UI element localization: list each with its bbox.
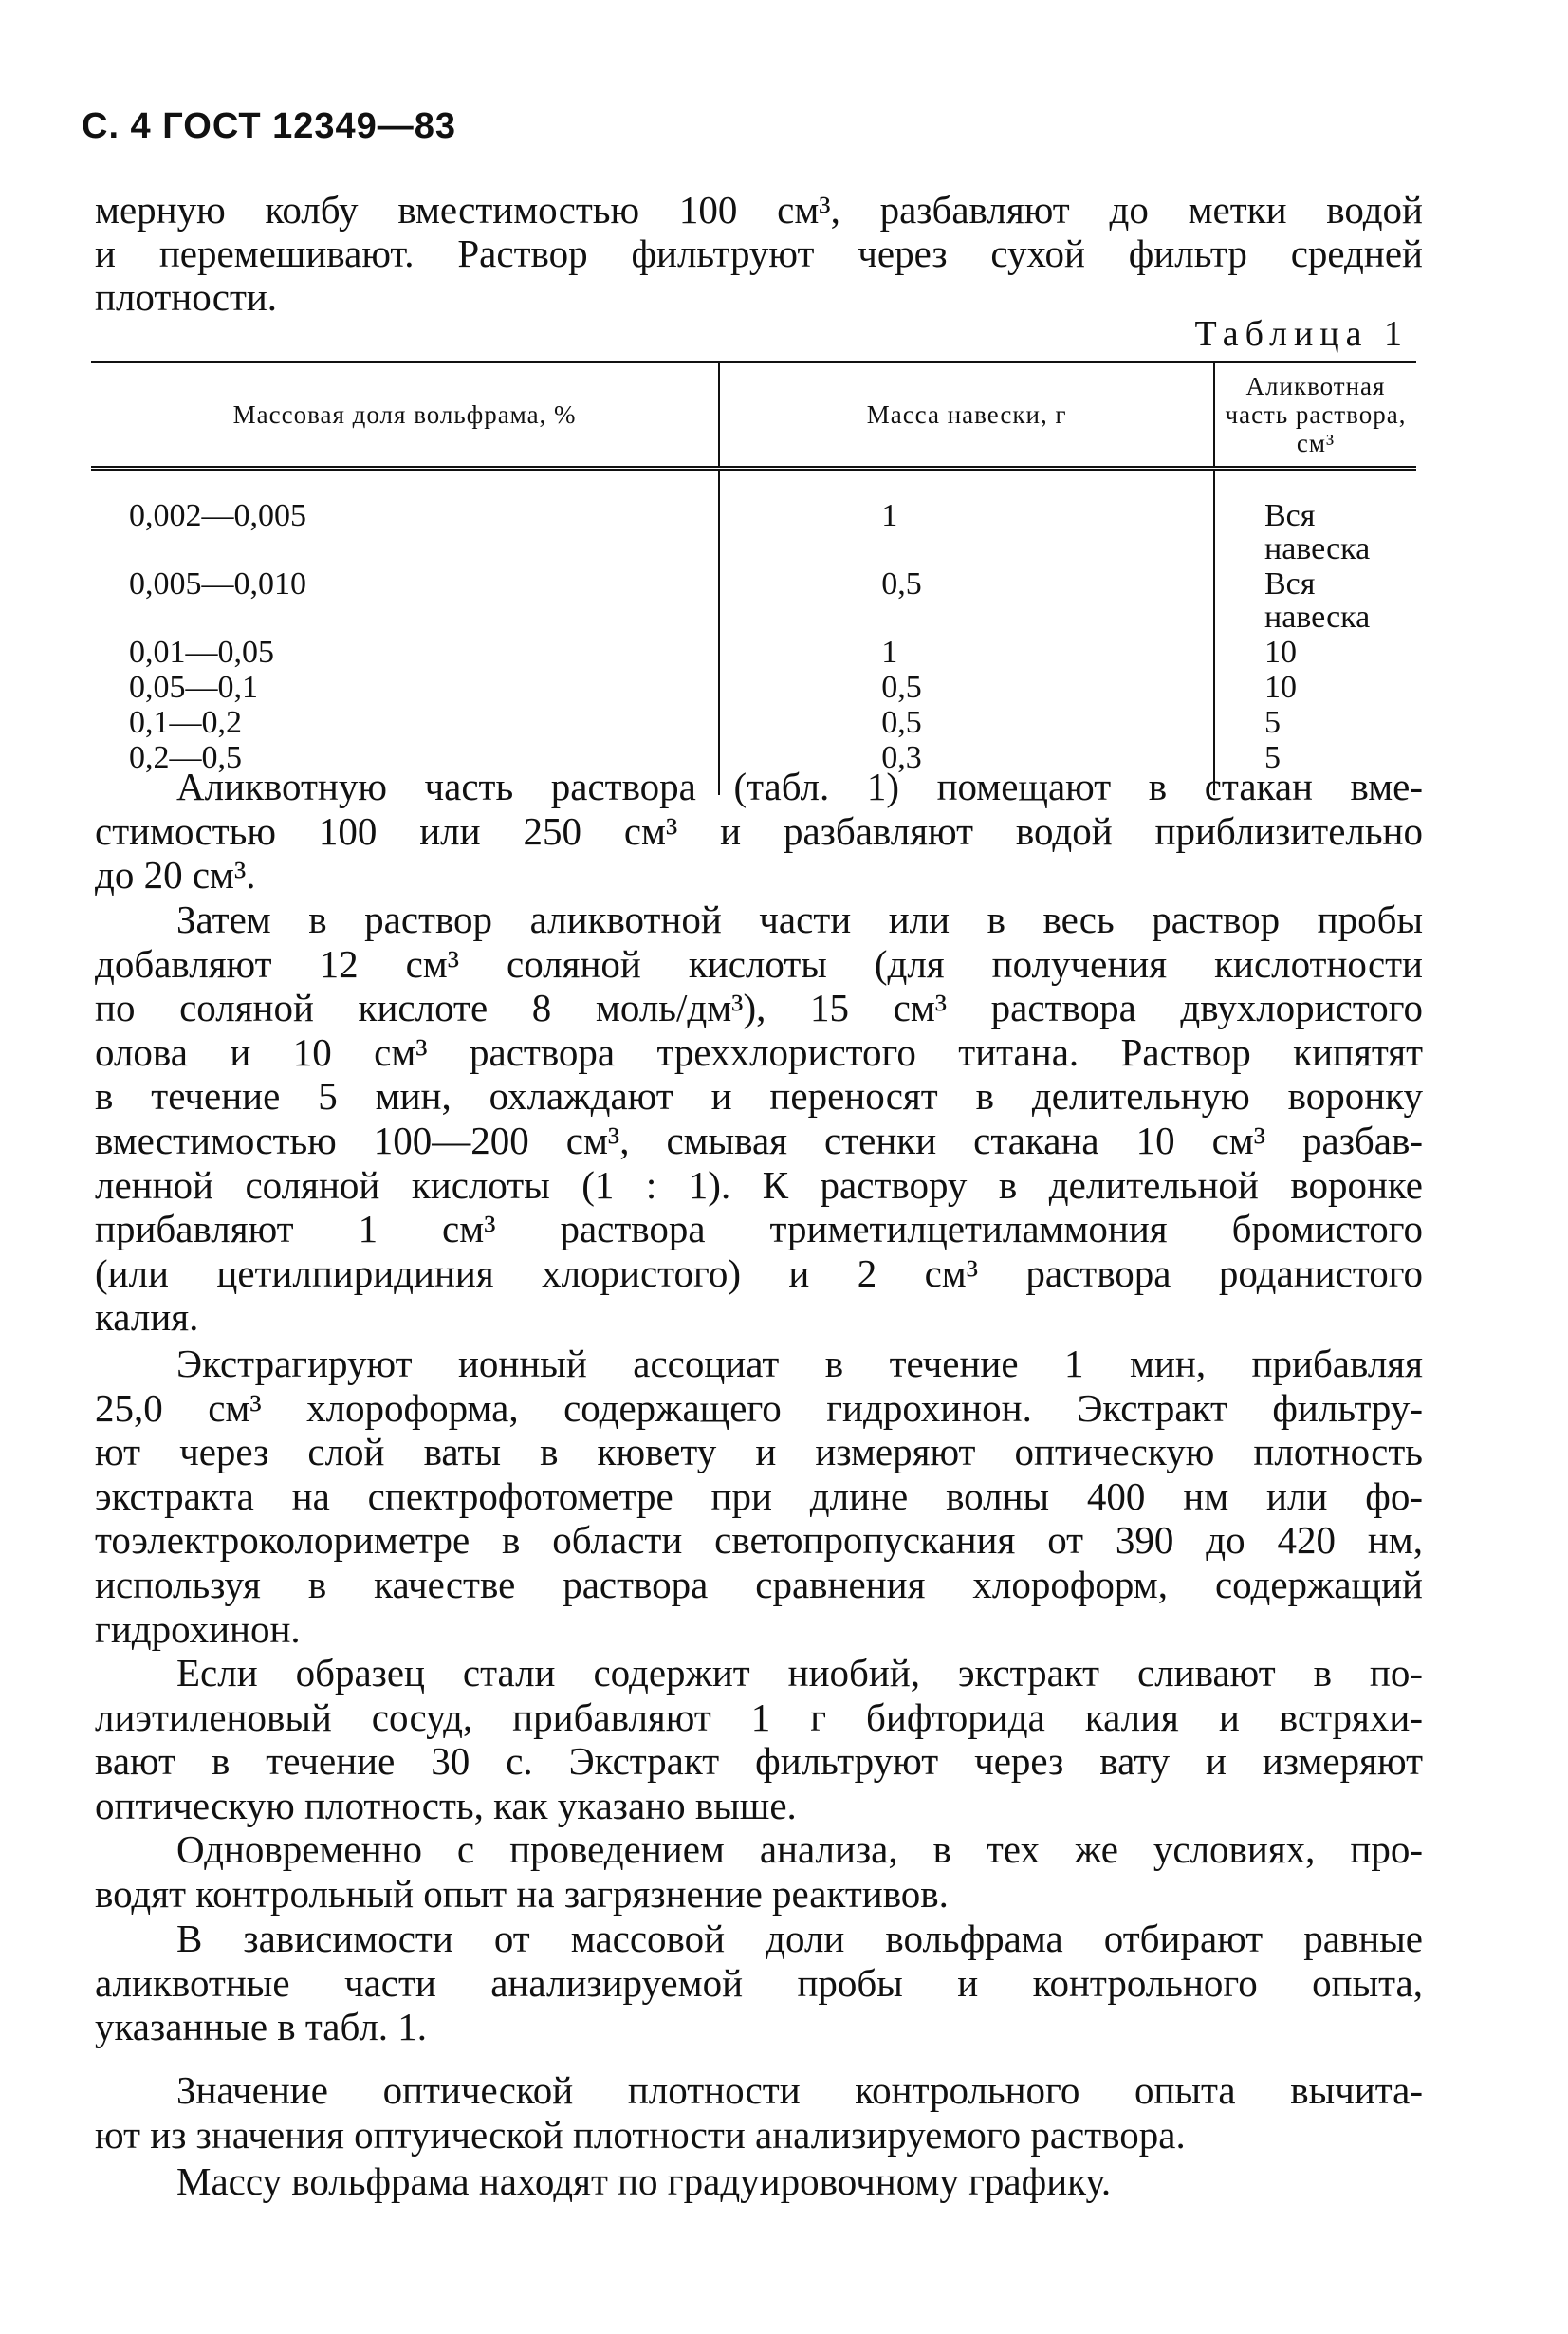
table-cell: Вся навеска xyxy=(1214,566,1416,635)
text-line: тоэлектроколориметре в области светопропускания от 390 до 420 нм, xyxy=(95,1518,1423,1563)
table-header-row xyxy=(91,362,1416,469)
table-cell: 0,005—0,010 xyxy=(129,566,306,602)
text-line: 25,0 см³ хлороформа, содержащего гидрохинон. Экстракт фильтру- xyxy=(95,1385,1423,1430)
text-line: олова и 10 см³ раствора треххлористого титана. Раствор кипятят xyxy=(95,1029,1423,1074)
body-paragraph xyxy=(95,765,1423,898)
table-row xyxy=(91,469,1416,567)
data-table xyxy=(91,361,1416,795)
text-line: указанные в табл. 1. xyxy=(95,2005,428,2049)
text-line: водят контрольный опыт на загрязнение реактивов. xyxy=(95,1871,949,1916)
text-line: Массу вольфрама находят по градуировочному графику. xyxy=(176,2159,1112,2203)
table-cell: 0,05—0,1 xyxy=(129,670,258,705)
aliquot-header-text: Аликвотная часть раствора, см³ xyxy=(1225,372,1407,457)
table-cell: 0,3 xyxy=(719,740,1214,795)
text-line: вместимостью 100—200 см³, смывая стенки стакана 10 см³ разбав- xyxy=(95,1118,1423,1162)
text-line: Если образец стали содержит ниобий, экстракт сливают в по- xyxy=(176,1651,1423,1695)
text-line: калия. xyxy=(95,1295,199,1340)
text-line: лиэтиленовый сосуд, прибавляют 1 г бифторида калия и встряхи- xyxy=(95,1695,1423,1739)
text-line: ют из значения оптуической плотности анализируемого раствора. xyxy=(95,2112,1186,2157)
text-line: гидрохинон. xyxy=(95,1606,301,1651)
text-line: вают в течение 30 с. Экстракт фильтруют через вату и измеряют xyxy=(95,1739,1423,1784)
body-paragraph xyxy=(95,2068,1423,2157)
table-row xyxy=(91,566,1416,635)
table-cell: 0,5 xyxy=(719,670,1214,705)
text-line: используя в качестве раствора сравнения хлороформ, содержащий xyxy=(95,1562,1423,1606)
table-cell: 10 xyxy=(1214,670,1416,705)
text-line: Одновременно с проведением анализа, в тех же условиях, про- xyxy=(176,1827,1423,1871)
table-caption: Таблица 1 xyxy=(1194,314,1409,354)
table-cell: 5 xyxy=(1214,705,1416,740)
table-cell: Вся навеска xyxy=(1214,469,1416,567)
text-line: по соляной кислоте 8 моль/дм³), 15 см³ раствора двухлористого xyxy=(95,986,1423,1030)
table-cell: 0,5 xyxy=(719,566,1214,635)
table-cell: 1 xyxy=(719,469,1214,567)
column-header-aliquot xyxy=(1214,362,1416,469)
text-line: аликвотные части анализируемой пробы и контрольного опыта, xyxy=(95,1960,1423,2005)
table-cell: 0,5 xyxy=(719,705,1214,740)
body-paragraph xyxy=(95,898,1423,1340)
intro-paragraph xyxy=(95,188,1423,319)
table-cell: 0,1—0,2 xyxy=(129,705,242,740)
text-line: стимостью 100 или 250 см³ и разбавляют водой приблизительно xyxy=(95,808,1423,853)
body-paragraph xyxy=(95,2159,1423,2204)
table-cell: 10 xyxy=(1214,635,1416,670)
text-line: ленной соляной кислоты (1 : 1). К раствору в делительной воронке xyxy=(95,1162,1423,1207)
text-line: добавляют 12 см³ соляной кислоты (для получения кислотности xyxy=(95,941,1423,986)
text-line: прибавляют 1 см³ раствора триметилцетиламмония бромистого xyxy=(95,1207,1423,1251)
text-line: плотности. xyxy=(95,275,278,319)
text-line: оптическую плотность, как указано выше. xyxy=(95,1783,797,1827)
table-row xyxy=(91,705,1416,740)
page-header: С. 4 ГОСТ 12349—83 xyxy=(82,106,457,146)
column-header-tungsten-fraction: Массовая доля вольфрама, % xyxy=(91,362,719,469)
text-line: Затем в раствор аликвотной части или в весь раствор пробы xyxy=(176,898,1423,941)
text-line: (или цетилпиридиния хлористого) и 2 см³ раствора роданистого xyxy=(95,1250,1423,1295)
table-cell: 0,2—0,5 xyxy=(129,740,242,775)
table-row xyxy=(91,670,1416,705)
text-line: и перемешивают. Раствор фильтруют через сухой фильтр средней xyxy=(95,232,1423,275)
text-line: в течение 5 мин, охлаждают и переносят в делительную воронку xyxy=(95,1074,1423,1119)
text-line: мерную колбу вместимостью 100 см³, разбавляют до метки водой xyxy=(95,188,1423,232)
table-cell: 0,01—0,05 xyxy=(129,635,274,670)
body-paragraph xyxy=(95,1651,1423,1827)
table-row xyxy=(91,635,1416,670)
text-line: Аликвотную часть раствора (табл. 1) помещают в стакан вме- xyxy=(176,765,1423,808)
table-cell: 5 xyxy=(1214,740,1416,795)
text-line: В зависимости от массовой доли вольфрама отбирают равные xyxy=(176,1917,1423,1960)
text-line: экстракта на спектрофотометре при длине волны 400 нм или фо- xyxy=(95,1473,1423,1518)
text-line: Экстрагируют ионный ассоциат в течение 1 мин, прибавляя xyxy=(176,1342,1423,1385)
body-paragraph xyxy=(95,1917,1423,2049)
column-header-sample-mass: Масса навески, г xyxy=(719,362,1214,469)
table-cell: 0,002—0,005 xyxy=(129,498,306,533)
body-paragraph xyxy=(95,1342,1423,1651)
body-paragraph xyxy=(95,1827,1423,1916)
text-line: до 20 см³. xyxy=(95,853,256,898)
text-line: Значение оптической плотности контрольного опыта вычита- xyxy=(176,2068,1423,2112)
table-cell: 1 xyxy=(719,635,1214,670)
text-line: ют через слой ваты в кювету и измеряют оптическую плотность xyxy=(95,1430,1423,1474)
